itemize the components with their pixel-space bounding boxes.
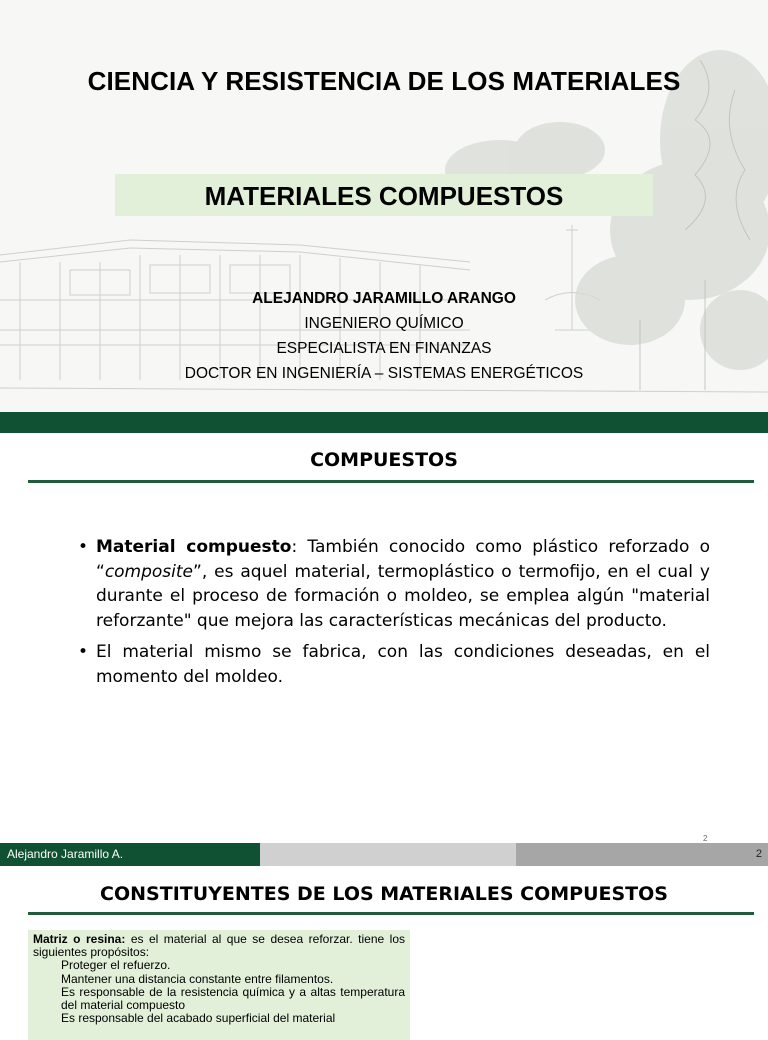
author-credential-1: INGENIERO QUÍMICO	[304, 315, 464, 332]
matrix-item-3: Es responsable de la resistencia química y a altas temperatura del material compuesto	[61, 984, 405, 1013]
matrix-item-4: Es responsable del acabado superficial del material	[61, 1011, 336, 1026]
matrix-intro	[33, 933, 405, 959]
page-number: 2	[755, 848, 762, 860]
footer-right-bar	[516, 843, 768, 866]
author-name: ALEJANDRO JARAMILLO ARANGO	[252, 290, 516, 307]
bullet-text-b: ”, es aquel material, termoplástico o termofijo, en el cual y durante el proceso de formación o moldeo, se emplea algún "material reforzante" que mejora las características mecánicas del producto.	[96, 561, 710, 631]
slide-subtitle: MATERIALES COMPUESTOS	[204, 181, 564, 211]
slide-footer	[0, 843, 768, 866]
matrix-lead: Matriz o resina:	[33, 932, 126, 946]
footer-middle-bar	[260, 843, 516, 866]
author-block	[0, 286, 768, 386]
bullet-text-a: : También conocido como plástico reforzado o “	[96, 537, 710, 582]
footer-author: Alejandro Jaramillo A.	[0, 843, 260, 866]
bullet-list	[78, 535, 710, 696]
slide-title: CIENCIA Y RESISTENCIA DE LOS MATERIALES	[87, 66, 681, 96]
bullet-item-2: • El material mismo se fabrica, con las condiciones deseadas, en el momento del moldeo.	[78, 640, 710, 689]
title-slide	[0, 0, 768, 412]
author-credential-3: DOCTOR EN INGENIERÍA – SISTEMAS ENERGÉTICOS	[184, 365, 584, 382]
matrix-item-2: Mantener una distancia constante entre filamentos.	[61, 971, 334, 986]
bullet-italic-term: composite	[104, 561, 194, 582]
tiny-page-mark: 2	[703, 834, 708, 843]
title-rule-2	[28, 912, 754, 915]
bullet-term: Material compuesto	[96, 537, 292, 557]
author-credential-2: ESPECIALISTA EN FINANZAS	[276, 340, 492, 357]
title-rule	[28, 480, 754, 483]
matrix-intro-text: es el material al que se desea reforzar. tiene los siguientes propósitos:	[33, 932, 405, 960]
section-title-compuestos: COMPUESTOS	[310, 449, 458, 471]
matrix-item-1: Proteger el refuerzo.	[61, 958, 171, 973]
bullet-item-1	[78, 535, 710, 633]
green-band	[0, 412, 768, 433]
section-title-constituyentes: CONSTITUYENTES DE LOS MATERIALES COMPUESTOS	[100, 883, 668, 905]
